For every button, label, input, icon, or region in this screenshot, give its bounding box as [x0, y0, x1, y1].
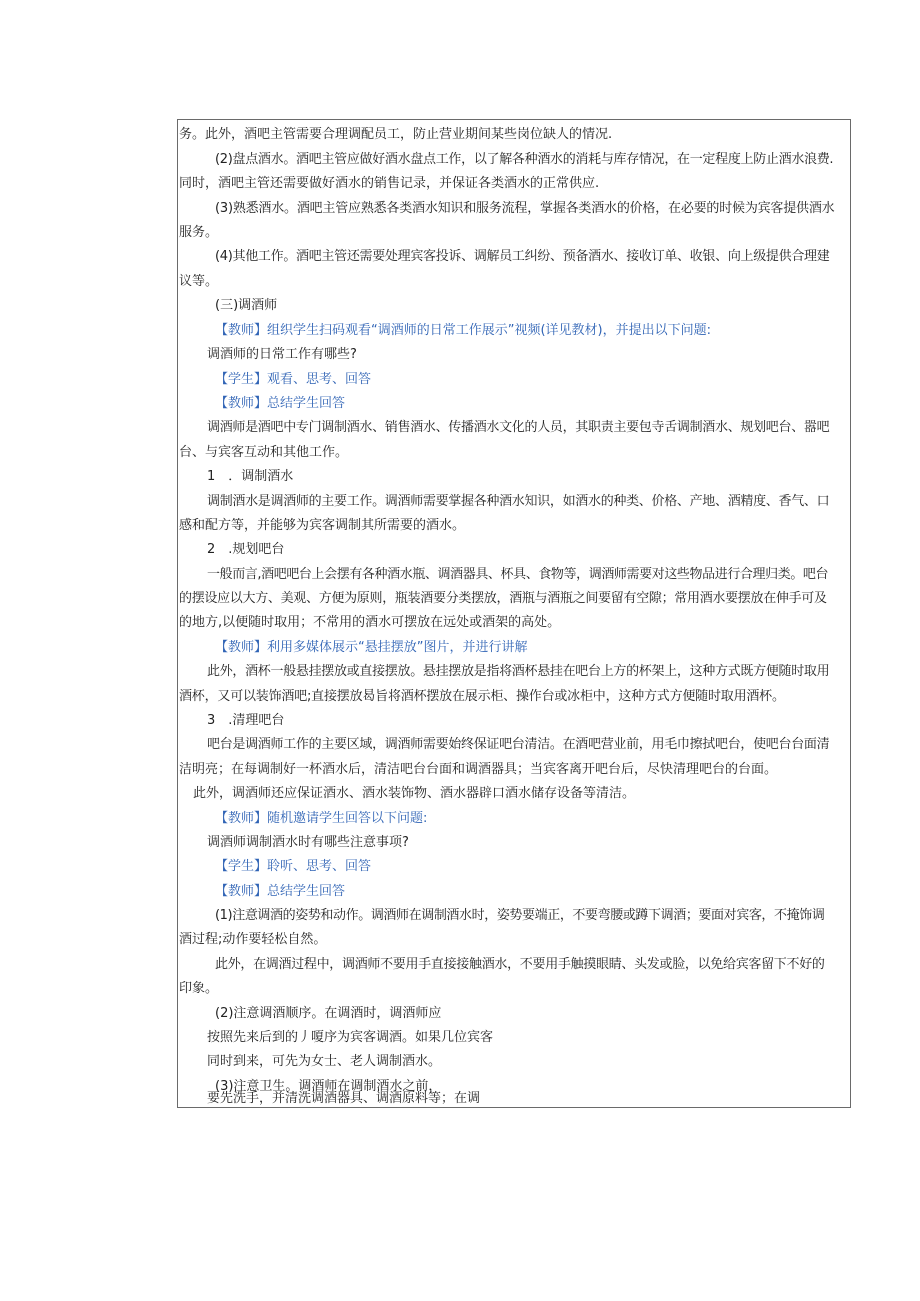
paragraph-line: 调酒师是酒吧中专门调制酒水、销售酒水、传播酒水文化的人员，其职责主要包寺舌调制酒水、规划吧台、嚣吧 — [207, 420, 830, 435]
subsection-heading: 1 ．调制酒水 — [207, 469, 294, 484]
paragraph-line: 要先洗手，并清洗调酒器具、调酒原料等；在调 — [207, 1091, 481, 1106]
paragraph-line: 一般而言,酒吧吧台上会摆有各种酒水瓶、调酒器具、杯具、食物等，调酒师需要对这些物品进行合理归类。吧台 — [207, 567, 829, 582]
paragraph-line: (3)熟悉酒水。酒吧主管应熟悉各类酒水知识和服务流程，掌握各类酒水的价格，在必要的时候为宾客提供酒水 — [215, 201, 835, 216]
paragraph-line: 的地方,以便随时取用；不常用的酒水可摆放在远处或酒架的高处。 — [179, 615, 561, 630]
student-activity: 【学生】聆听、思考、回答 — [215, 859, 372, 874]
paragraph-line: 印象。 — [179, 981, 219, 996]
paragraph-line: 酒杯，又可以装饰酒吧;直接摆放曷旨将酒杯摆放在展示柜、操作台或冰柜中，这种方式方便随时取用酒杯。 — [179, 689, 785, 704]
teacher-instruction: 【教师】利用多媒体展示“悬挂摆放”图片，并进行讲解 — [215, 640, 528, 655]
paragraph-line: 此外，在调酒过程中，调酒师不要用手直接接触酒水，不要用手触摸眼睛、头发或脸，以免给宾客留下不好的 — [215, 957, 825, 972]
subsection-heading: 3 .清理吧台 — [207, 713, 285, 728]
question-line: 调酒师的日常工作有哪些? — [207, 347, 357, 362]
teacher-summary: 【教师】总结学生回答 — [215, 884, 346, 899]
paragraph-line: 议等。 — [179, 274, 219, 289]
teacher-instruction: 【教师】随机邀请学生回答以下问题: — [215, 811, 428, 826]
section-heading: (三)调酒师 — [215, 298, 278, 313]
paragraph-line: (3)注意卫生。调酒师在调制酒水之前， — [215, 1079, 442, 1094]
teacher-summary: 【教师】总结学生回答 — [215, 396, 346, 411]
paragraph-line: 服务。 — [179, 225, 219, 240]
paragraph-line: 同时，酒吧主管还需要做好酒水的销售记录，并保证各类酒水的正常供应. — [179, 176, 600, 191]
paragraph-line: 洁明亮；在每调制好一杯酒水后，清洁吧台台面和调酒器具；当宾客离开吧台后，尽快清理吧台的台面。 — [179, 762, 778, 777]
paragraph-line: 吧台是调酒师工作的主要区域，调酒师需要始终保证吧台清洁。在酒吧营业前，用毛巾擦拭吧台，使吧台台面清 — [207, 737, 830, 752]
paragraph-line: (2)盘点酒水。酒吧主管应做好酒水盘点工作，以了解各种酒水的消耗与库存情况，在一定程度上防止酒水浪费. — [215, 152, 834, 167]
paragraph-line: 此外，酒杯一般悬挂摆放或直接摆放。悬挂摆放是指将酒杯悬挂在吧台上方的杯架上，这种方式既方便随时取用 — [207, 664, 830, 679]
paragraph-line: 此外，调酒师还应保证酒水、酒水装饰物、酒水器辟口酒水储存设备等清洁。 — [193, 786, 636, 801]
paragraph-line: 调制酒水是调酒师的主要工作。调酒师需要掌握各种酒水知识，如酒水的种类、价格、产地、酒精度、香气、口 — [207, 494, 830, 509]
paragraph-line: 感和配方等，并能够为宾客调制其所需要的酒水。 — [179, 518, 466, 533]
paragraph-line: (4)其他工作。酒吧主管还需要处理宾客投诉、调解员工纠纷、预备酒水、接收订单、收银、向上级提供合理建 — [215, 249, 830, 264]
paragraph-line: 酒过程;动作要轻松自然。 — [179, 932, 327, 947]
teacher-instruction: 【教师】组织学生扫码观看“调酒师的日常工作展示”视频(详见教材)，并提出以下问题: — [215, 323, 711, 338]
student-activity: 【学生】观看、思考、回答 — [215, 372, 372, 387]
paragraph-line: 台、与宾客互动和其他工作。 — [179, 445, 349, 460]
paragraph-line: (2)注意调酒顺序。在调酒时，调酒师应 — [215, 1006, 442, 1021]
paragraph-line: (1)注意调酒的姿势和动作。调酒师在调制酒水时，姿势要端正，不要弯腰或蹲下调酒；要面对宾客，不掩饰调 — [215, 908, 825, 923]
paragraph-line: 的摆设应以大方、美观、方便为原则，瓶装酒要分类摆放，酒瓶与酒瓶之间要留有空隙；常用酒水要摆放在伸手可及 — [179, 591, 827, 606]
paragraph-line: 务。此外，酒吧主管需要合理调配员工，防止营业期间某些岗位缺人的情况. — [179, 127, 613, 142]
subsection-heading: 2 .规划吧台 — [207, 542, 285, 557]
paragraph-line: 同时到来，可先为女士、老人调制酒水。 — [207, 1054, 442, 1069]
question-line: 调酒师调制酒水时有哪些注意事项? — [207, 835, 409, 850]
paragraph-line: 按照先来后到的丿嗄序为宾客调酒。如果几位宾客 — [207, 1030, 494, 1045]
